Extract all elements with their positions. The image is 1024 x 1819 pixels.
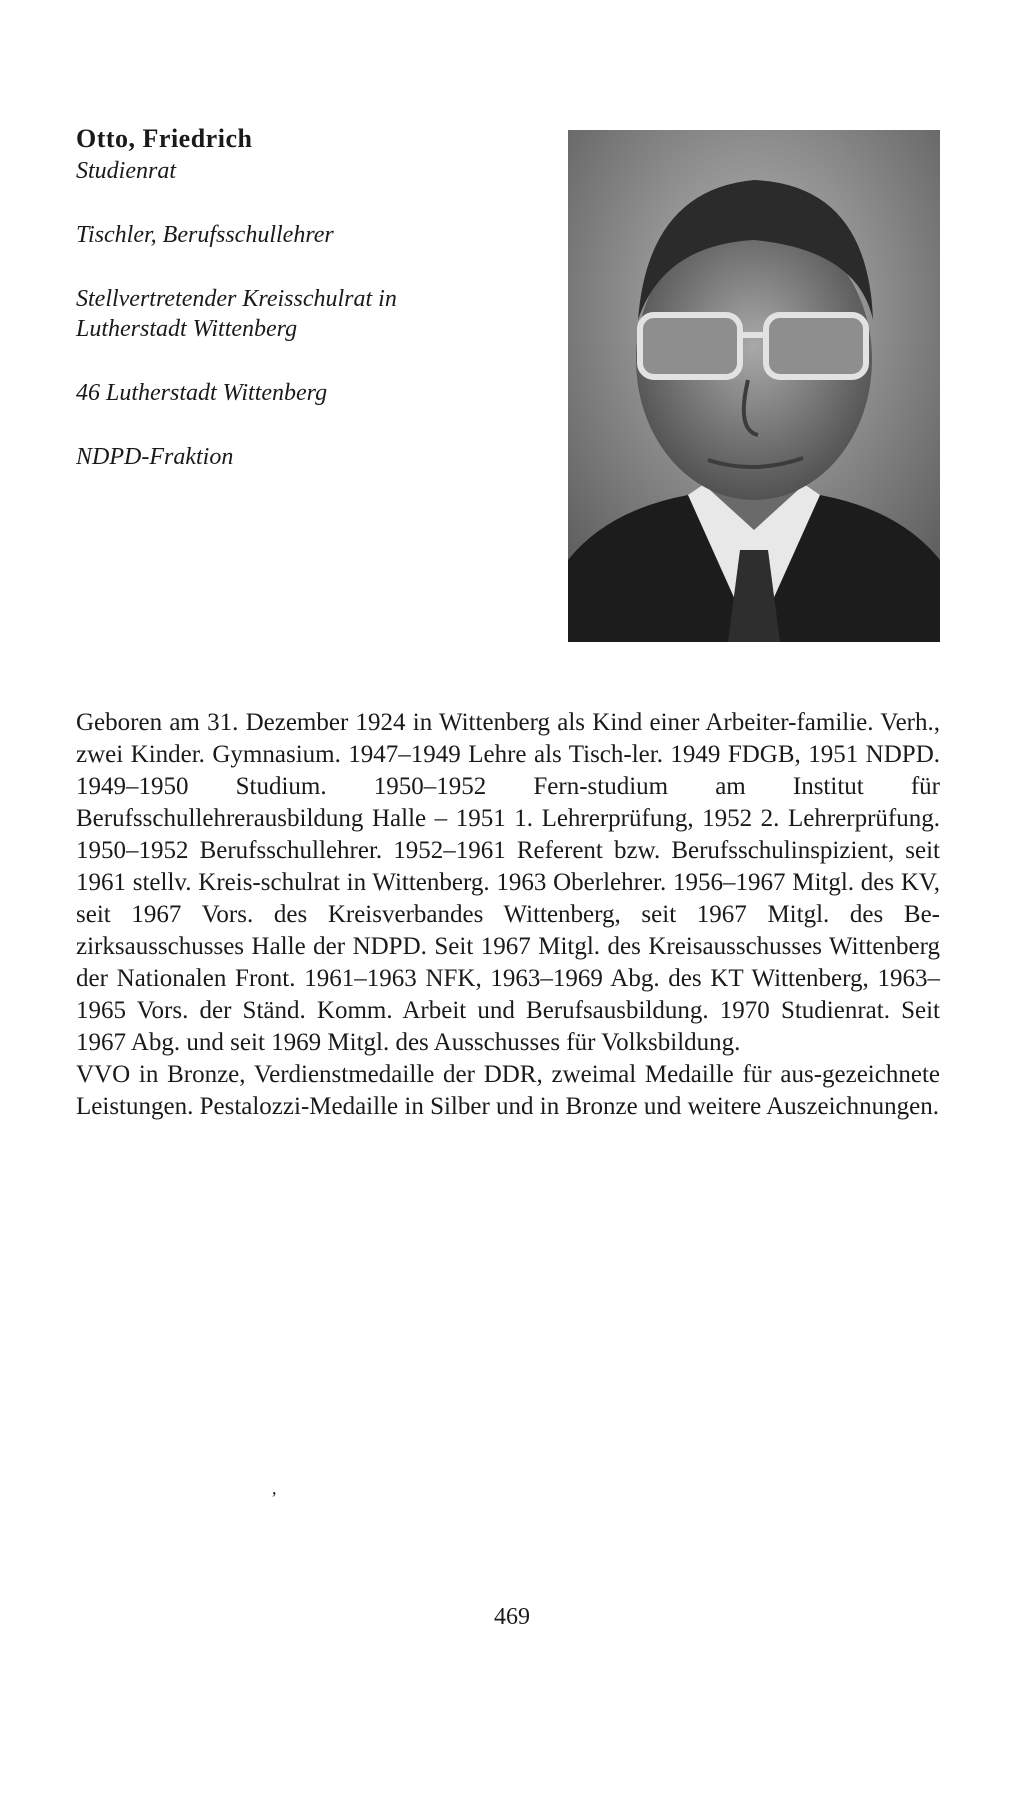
person-position-line2: Lutherstadt Wittenberg bbox=[76, 316, 298, 342]
person-faction: NDPD-Fraktion bbox=[76, 444, 234, 470]
biography-text bbox=[76, 707, 940, 1123]
page-number: 469 bbox=[494, 1604, 530, 1630]
portrait-illustration bbox=[568, 130, 940, 642]
person-position-line1: Stellvertretender Kreisschulrat in bbox=[76, 286, 397, 312]
biography-paragraph-1: Geboren am 31. Dezember 1924 in Wittenberg als Kind einer Arbeiter-familie. Verh., zwei Kinder. Gymnasium. 1947–1949 Lehre als Tisch-ler. 1949 FDGB, 1951 NDPD. 1949–1950 Studium. 1950–1952 Fern-studium am Institut für Berufsschullehrerausbildung Halle – 1951 1. Lehrerprüfung, 1952 2. Lehrerprüfung. 1950–1952 Berufsschullehrer. 1952–1961 Referent bzw. Berufsschulinspizient, seit 1961 stellv. Kreis-schulrat in Wittenberg. 1963 Oberlehrer. 1956–1967 Mitgl. des KV, seit 1967 Vors. des Kreisverbandes Wittenberg, seit 1967 Mitgl. des Be-zirksausschusses Halle der NDPD. Seit 1967 Mitgl. des Kreisausschusses Wittenberg der Nationalen Front. 1961–1963 NFK, 1963–1969 Abg. des KT Wittenberg, 1963–1965 Vors. der Ständ. Komm. Arbeit und Berufsausbildung. 1970 Studienrat. Seit 1967 Abg. und seit 1969 Mitgl. des Ausschusses für Volksbildung. bbox=[76, 709, 940, 1056]
entry-header bbox=[76, 122, 546, 472]
person-name: Otto, Friedrich bbox=[76, 124, 253, 153]
person-profession: Tischler, Berufsschullehrer bbox=[76, 222, 334, 248]
person-address: 46 Lutherstadt Wittenberg bbox=[76, 380, 328, 406]
portrait-photo bbox=[568, 130, 940, 642]
person-title: Studienrat bbox=[76, 158, 176, 184]
print-speck: , bbox=[272, 1478, 277, 1498]
biography-paragraph-2: VVO in Bronze, Verdienstmedaille der DDR, zweimal Medaille für aus-gezeichnete Leistungen. Pestalozzi-Medaille in Silber und in Bronze und weitere Auszeichnungen. bbox=[76, 1061, 940, 1120]
